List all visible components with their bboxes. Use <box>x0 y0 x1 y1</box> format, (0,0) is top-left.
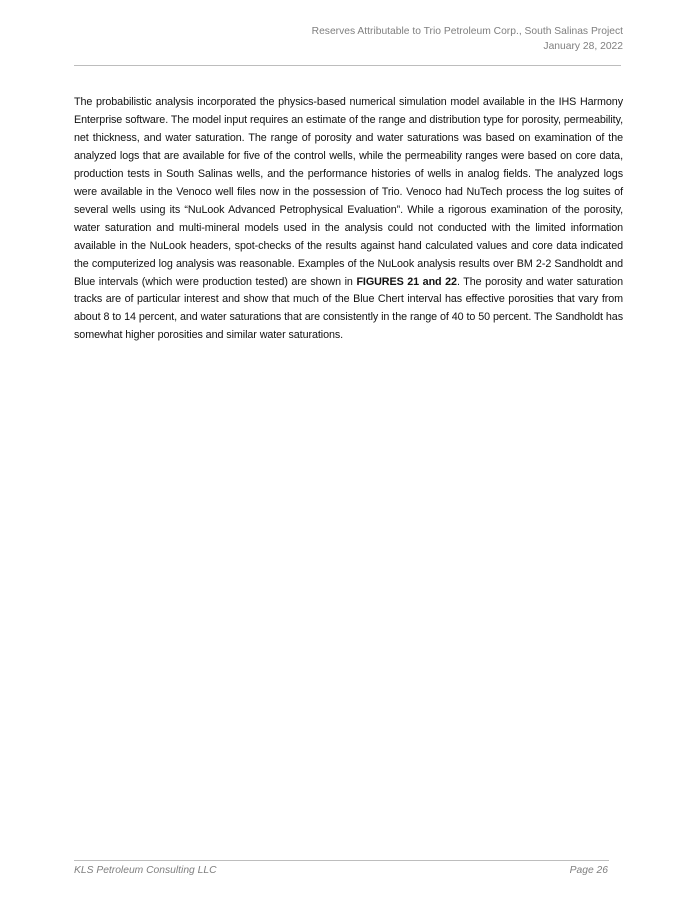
header-title: Reserves Attributable to Trio Petroleum Corp., South Salinas Project <box>311 26 623 37</box>
body-paragraph <box>74 94 623 345</box>
header-date: January 28, 2022 <box>543 41 623 52</box>
page-header <box>63 24 623 54</box>
paragraph-text-end: . The porosity and water saturation tracks are of particular interest and show that much of the Blue Chert interval has effective porosities that vary from about 8 to 14 percent, and water saturations that are consistently in the range of 40 to 50 percent. The Sandholdt has somewhat higher porosities and similar water saturations. <box>74 275 623 342</box>
figure-reference: FIGURES 21 and 22 <box>356 275 457 288</box>
footer-company: KLS Petroleum Consulting LLC <box>74 865 217 876</box>
footer-divider <box>74 860 609 861</box>
header-divider <box>74 65 621 66</box>
footer-page-number: Page 26 <box>569 865 608 876</box>
paragraph-text-start: The probabilistic analysis incorporated the physics-based numerical simulation model available in the IHS Harmony Enterprise software. The model input requires an estimate of the range and distribution type for porosity, permeability, net thickness, and water saturation. The range of porosity and water saturations was based on examination of the analyzed logs that are available for five of the control wells, while the permeability ranges were based on core data, production tests in South Salinas wells, and the performance histories of wells in analog fields. The analyzed logs were available in the Venoco well files now in the possession of Trio. Venoco had NuTech process the log suites of several wells using its “NuLook Advanced Petrophysical Evaluation”. While a rigorous examination of the porosity, water saturation and multi-mineral models used in the analysis could not conducted with the limited information available in the NuLook headers, spot-checks of the results against hand calculated values and core data indicated the computerized log analysis was reasonable. Examples of the NuLook analysis results over BM 2-2 Sandholdt and Blue intervals (which were production tested) are shown in <box>74 96 623 288</box>
